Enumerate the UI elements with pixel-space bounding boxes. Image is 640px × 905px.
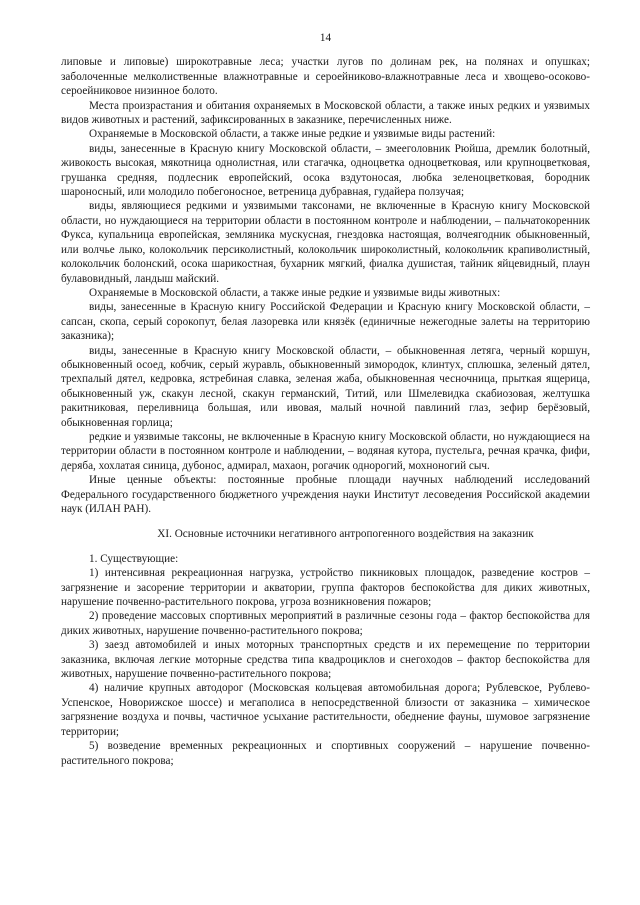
list-item-sports-events: 2) проведение массовых спортивных мероприятий в различные сезоны года – фактор беспокойства для диких животных, нарушение почвенно-растительного покрова; (61, 610, 590, 637)
paragraph-plants-rare: виды, являющиеся редкими и уязвимыми таксонами, не включенные в Красную книгу Московской области, но нуждающиеся на территории области в постоянном контроле и наблюдении, – пальчатокоренник Фукса, купальница европейская, земляника мускусная, гнездовка настоящая, волчеягодник обыкновенный, или волчье лыко, колокольчик персиколистный, колокольчик широколистный, колокольчик крапиволистный, колокольчик болонский, осока шарикостная, бухарник мягкий, фиалка душистая, тайник яйцевидный, плаун булавовидный, ландыш майский. (61, 200, 590, 285)
paragraph-forest-types: липовые и липовые) широкотравные леса; участки лугов по долинам рек, на полянах и опушках; заболоченные мелколиственные влажнотравные и сероейниково-влажнотравные леса и хвощево-осоково-сероейниковое низинное болото. (61, 56, 590, 98)
list-heading-existing: 1. Существующие: (89, 552, 179, 565)
paragraph-animals-rare: редкие и уязвимые таксоны, не включенные в Красную книгу Московской области, но нуждающиеся на территории области в постоянном контроле и наблюдении, – водяная кутора, пустельга, речная крачка, фифи, деряба, хохлатая синица, дубонос, адмирал, махаон, рогачик однорогий, мохноногий сыч. (61, 430, 590, 472)
paragraph-animals-regional-red-book: виды, занесенные в Красную книгу Московской области, – обыкновенная летяга, черный коршун, обыкновенный осоед, кобчик, серый журавль, обыкновенный зимородок, клинтух, сплюшка, зеленый дятел, трехпалый дятел, кедровка, ястребиная славка, зеленая жаба, обыкновенная чесночница, прыткая ящерица, обыкновенный уж, скакун лесной, скакун германский, Титий, или Шмелевидка скабиозовая, желтушка ракитниковая, переливница большая, или ивовая, малый ночной павлиний глаз, зефир берёзовый, обыкновенная горлица; (61, 344, 590, 429)
list-item-motor-vehicles: 3) заезд автомобилей и иных моторных транспортных средств и их перемещение по территории заказника, включая легкие моторные средства типа квадроциклов и снегоходов – фактор беспокойства для животных, нарушение почвенно-растительного покрова; (61, 639, 590, 681)
list-item-highways: 4) наличие крупных автодорог (Московская кольцевая автомобильная дорога; Рублевское, Рублево-Успенское, Новорижское шоссе) и мегаполиса в непосредственной близости от заказника – химическое загрязнение воздуха и почвы, частичное усыхание растительности, обеднение фауны, шумовое загрязнение территории; (61, 682, 590, 738)
section-heading: XI. Основные источники негативного антропогенного воздействия на заказник (157, 528, 534, 541)
paragraph-animals-heading: Охраняемые в Московской области, а также иные редкие и уязвимые виды животных: (89, 286, 501, 299)
paragraph-animals-federal-red-book: виды, занесенные в Красную книгу Российской Федерации и Красную книгу Московской области, – сапсан, скопа, серый сорокопут, белая лазоревка или князёк (единичные нежегодные залеты на территорию заказника); (61, 301, 590, 343)
list-item-recreation-load: 1) интенсивная рекреационная нагрузка, устройство пикниковых площадок, разведение костров – загрязнение и засорение территории и акватории, группа факторов беспокойства для диких животных, нарушение почвенно-растительного покрова, угроза возникновения пожаров; (61, 567, 590, 609)
page-number: 14 (319, 32, 332, 44)
paragraph-plants-red-book: виды, занесенные в Красную книгу Московской области, – змееголовник Рюйша, дремлик болотный, живокость высокая, мякотница однолистная, или стагачка, одноцветка одноцветковая, или крупноцветковая, грушанка средняя, подлесник европейский, осока вздутоносая, любка зеленоцветковая, бородник шароносный, или молодило побегоносное, ветреница дубравная, гудайера ползучая; (61, 142, 590, 199)
paragraph-habitats-intro: Места произрастания и обитания охраняемых в Московской области, а также иных редких и уязвимых видов животных и растений, зафиксированных в заказнике, перечисленных ниже. (61, 99, 590, 127)
paragraph-plants-heading: Охраняемые в Московской области, а также иные редкие и уязвимые виды растений: (89, 128, 496, 141)
paragraph-other-valuable-objects: Иные ценные объекты: постоянные пробные площади научных наблюдений исследований Федерального государственного бюджетного учреждения науки Институт лесоведения Российской академии наук (ИЛАН РАН). (61, 474, 590, 515)
list-item-temporary-structures: 5) возведение временных рекреационных и спортивных сооружений – нарушение почвенно-растительного покрова; (61, 740, 590, 767)
